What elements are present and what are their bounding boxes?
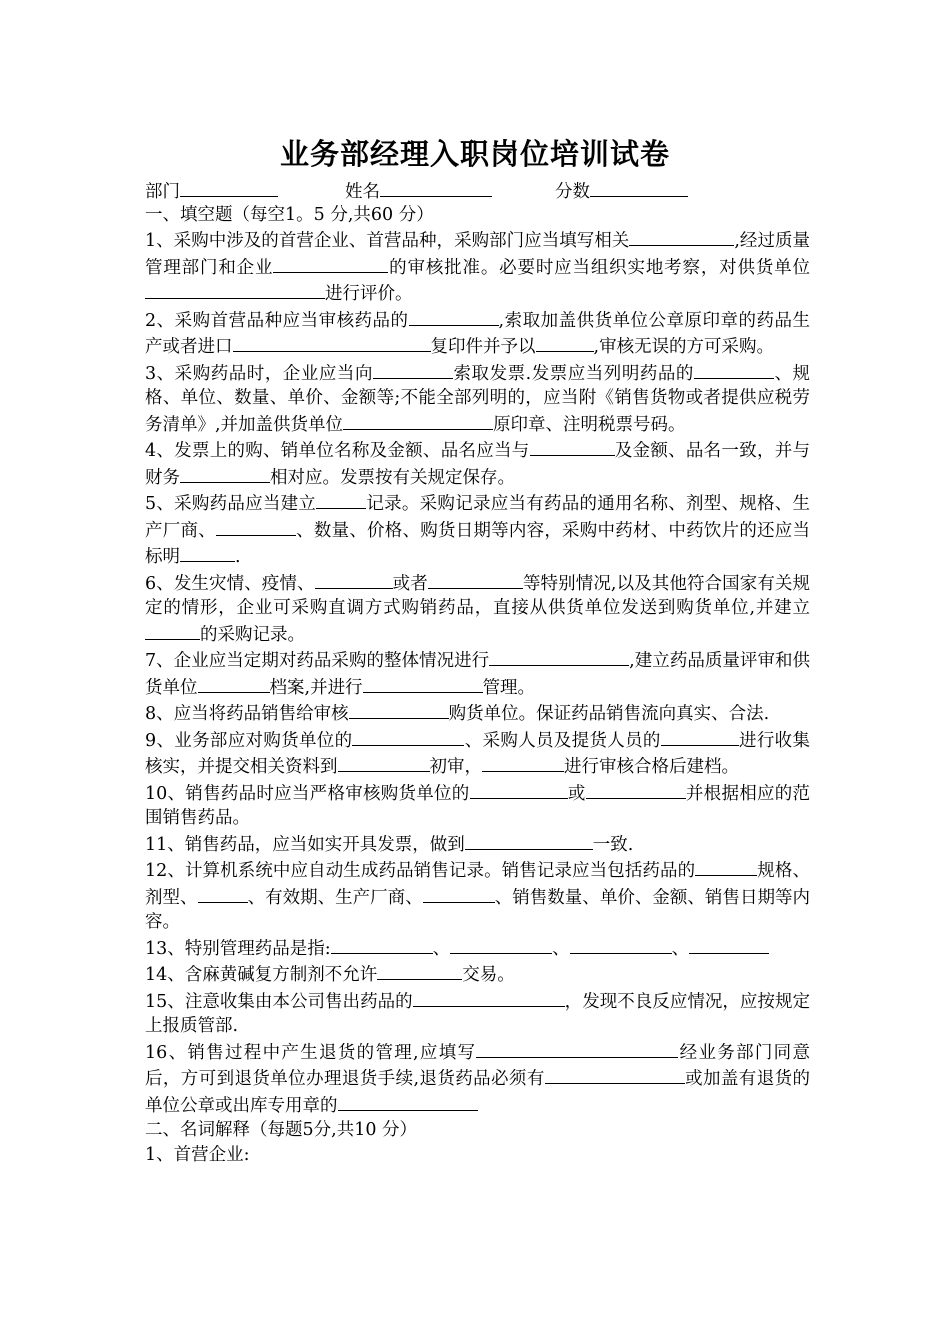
answer-blank[interactable] <box>536 333 594 352</box>
answer-blank[interactable] <box>180 464 270 483</box>
answer-blank[interactable] <box>145 621 200 640</box>
question-1: 1、采购中涉及的首营企业、首营品种，采购部门应当填写相关 ,经过质量管理部门和企业 的审核批准。必要时应当组织实地考察，对供货单位进行评价。 <box>145 227 810 307</box>
definition-1: 1、首营企业: <box>145 1144 250 1165</box>
section2-heading: 二、名词解释（每题5分,共10 分） <box>145 1120 418 1140</box>
answer-blank[interactable] <box>338 753 430 772</box>
answer-blank[interactable] <box>409 307 499 326</box>
exam-title: 业务部经理入职岗位培训试卷 <box>279 137 670 171</box>
answer-blank[interactable] <box>377 961 462 980</box>
answer-blank[interactable] <box>545 1065 685 1084</box>
answer-blank[interactable] <box>198 674 270 693</box>
dept-blank[interactable] <box>180 178 278 197</box>
answer-blank[interactable] <box>331 935 433 954</box>
question-9: 9、业务部应对购货单位的 、采购人员及提货人员的 进行收集核实，并提交相关资料到 初审， 进行审核合格后建档。 <box>145 727 810 780</box>
score-label: 分数 <box>555 182 590 202</box>
answer-blank[interactable] <box>489 647 629 666</box>
answer-blank[interactable] <box>689 935 769 954</box>
section1-heading: 一、填空题（每空1。5 分,共60 分） <box>145 204 434 225</box>
question-12: 12、计算机系统中应自动生成药品销售记录。销售记录应当包括药品的 规格、剂型、 、有效期、生产厂商、 、销售数量、单价、金额、销售日期等内容。 <box>145 857 810 935</box>
answer-blank[interactable] <box>465 831 593 850</box>
question-13: 13、特别管理药品是指: 、 、 、 <box>145 935 810 962</box>
answer-blank[interactable] <box>586 780 686 799</box>
answer-blank[interactable] <box>180 543 235 562</box>
answer-blank[interactable] <box>316 490 366 509</box>
answer-blank[interactable] <box>694 360 774 379</box>
answer-blank[interactable] <box>530 437 615 456</box>
question-7: 7、企业应当定期对药品采购的整体情况进行 ,建立药品质量评审和供货单位 档案,并进行 管理。 <box>145 647 810 700</box>
answer-blank[interactable] <box>349 700 449 719</box>
name-blank[interactable] <box>380 178 492 197</box>
name-field <box>345 178 555 203</box>
answer-blank[interactable] <box>482 753 564 772</box>
score-blank[interactable] <box>590 178 688 197</box>
answer-blank[interactable] <box>198 884 248 903</box>
question-11: 11、销售药品，应当如实开具发票，做到 一致. <box>145 831 810 858</box>
question-3: 3、采购药品时，企业应当向 索取发票.发票应当列明药品的 、规格、单位、数量、单价、金额等;不能全部列明的，应当附《销售货物或者提供应税劳务清单》,并加盖供货单位 原印章、注明税票号码。 <box>145 360 810 438</box>
question-5: 5、采购药品应当建立 记录。采购记录应当有药品的通用名称、剂型、规格、生产厂商、 、数量、价格、购货日期等内容，采购中药材、中药饮片的还应当标明 . <box>145 490 810 570</box>
question-10: 10、销售药品时应当严格审核购货单位的 或 并根据相应的范围销售药品。 <box>145 780 810 831</box>
answer-blank[interactable] <box>695 857 757 876</box>
answer-blank[interactable] <box>413 988 565 1007</box>
exam-content <box>145 178 810 1167</box>
dept-label: 部门 <box>145 182 180 202</box>
question-2: 2、采购首营品种应当审核药品的 ,索取加盖供货单位公章原印章的药品生产或者进口 复印件并予以 ,审核无误的方可采购。 <box>145 307 810 360</box>
info-row <box>145 178 810 203</box>
question-4: 4、发票上的购、销单位名称及金额、品名应当与 及金额、品名一致，并与财务 相对应。发票按有关规定保存。 <box>145 437 810 490</box>
answer-blank[interactable] <box>233 333 431 352</box>
question-6: 6、发生灾情、疫情、 或者 等特别情况,以及其他符合国家有关规定的情形，企业可采购直调方式购销药品，直接从供货单位发送到购货单位,并建立的采购记录。 <box>145 570 810 648</box>
answer-blank[interactable] <box>315 570 393 589</box>
answer-blank[interactable] <box>629 227 734 246</box>
answer-blank[interactable] <box>145 280 325 299</box>
answer-blank[interactable] <box>661 727 739 746</box>
question-15: 15、注意收集由本公司售出药品的 ，发现不良反应情况，应按规定上报质管部. <box>145 988 810 1039</box>
answer-blank[interactable] <box>343 411 493 430</box>
answer-blank[interactable] <box>352 727 464 746</box>
answer-blank[interactable] <box>423 884 495 903</box>
answer-blank[interactable] <box>273 254 388 273</box>
answer-blank[interactable] <box>338 1092 478 1111</box>
name-label: 姓名 <box>345 182 380 202</box>
answer-blank[interactable] <box>363 674 483 693</box>
answer-blank[interactable] <box>450 935 552 954</box>
answer-blank[interactable] <box>476 1039 678 1058</box>
answer-blank[interactable] <box>373 360 453 379</box>
answer-blank[interactable] <box>470 780 568 799</box>
answer-blank[interactable] <box>570 935 672 954</box>
answer-blank[interactable] <box>216 517 296 536</box>
question-14: 14、含麻黄碱复方制剂不允许 交易。 <box>145 961 810 988</box>
dept-field <box>145 178 345 203</box>
score-field <box>555 178 688 203</box>
answer-blank[interactable] <box>428 570 523 589</box>
question-16: 16、销售过程中产生退货的管理,应填写 经业务部门同意后，方可到退货单位办理退货手续,退货药品必须有 或加盖有退货的单位公章或出库专用章的 <box>145 1039 810 1119</box>
question-8: 8、应当将药品销售给审核 购货单位。保证药品销售流向真实、合法. <box>145 700 810 727</box>
